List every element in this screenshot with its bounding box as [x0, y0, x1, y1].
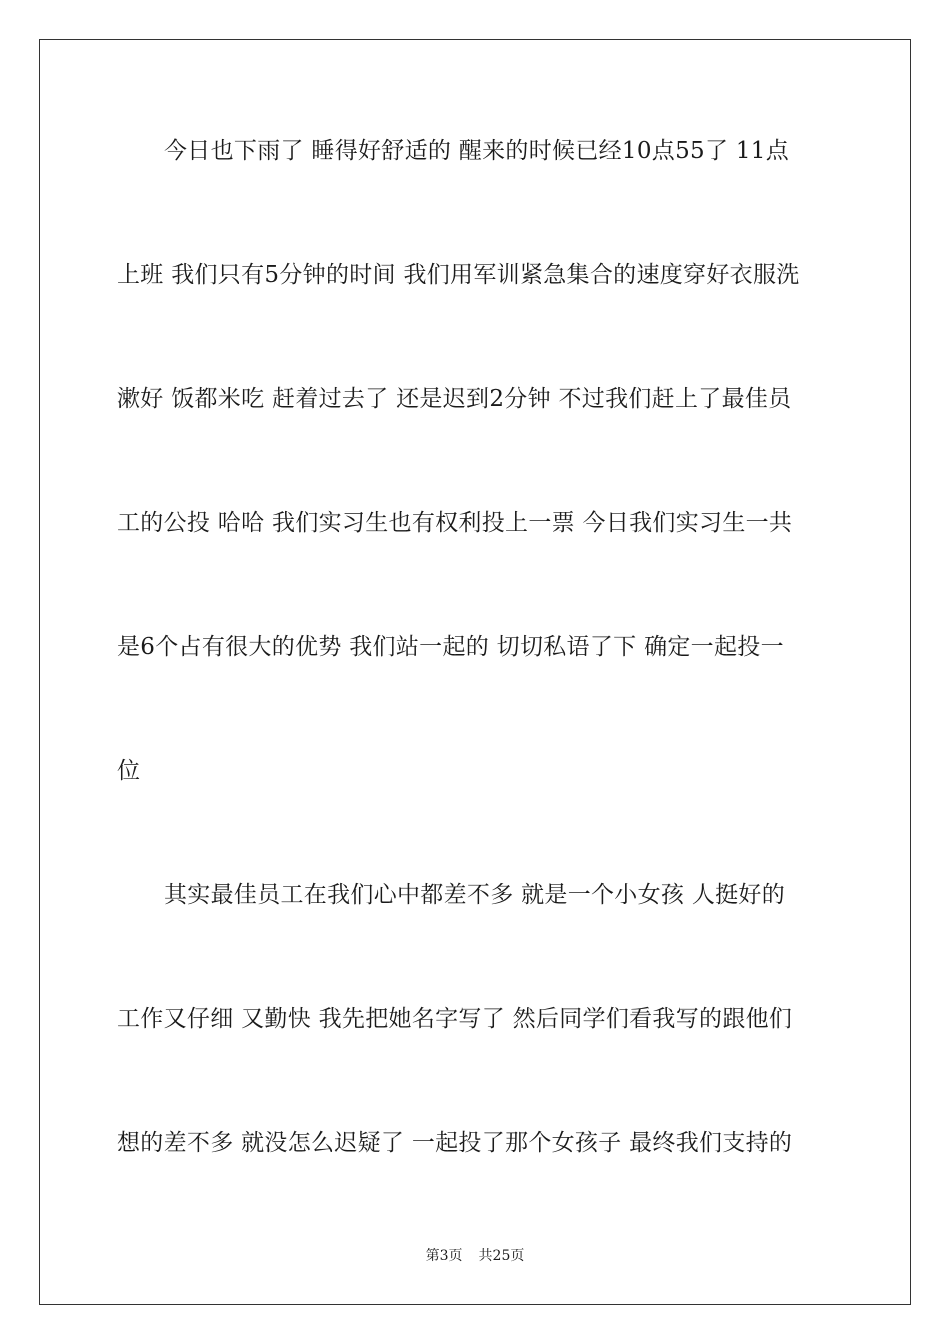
paragraph-1-line-4: 工的公投 哈哈 我们实习生也有权利投上一票 今日我们实习生一共: [117, 510, 793, 536]
page-border: [39, 39, 911, 1305]
paragraph-2-line-2: 工作又仔细 又勤快 我先把她名字写了 然后同学们看我写的跟他们: [117, 1006, 793, 1032]
paragraph-1-line-5: 是6个占有很大的优势 我们站一起的 切切私语了下 确定一起投一: [117, 634, 784, 660]
paragraph-1-line-3: 漱好 饭都米吃 赶着过去了 还是迟到2分钟 不过我们赶上了最佳员: [117, 386, 792, 412]
page-footer: [0, 1247, 950, 1265]
paragraph-2-line-1: 其实最佳员工在我们心中都差不多 就是一个小女孩 人挺好的: [164, 882, 786, 908]
paragraph-1-line-1: 今日也下雨了 睡得好舒适的 醒来的时候已经10点55了 11点: [164, 138, 790, 164]
page-total: 共25页: [478, 1248, 525, 1264]
paragraph-1-line-6: 位: [117, 758, 141, 784]
page-number: 第3页: [425, 1248, 463, 1264]
paragraph-1-line-2: 上班 我们只有5分钟的时间 我们用军训紧急集合的速度穿好衣服洗: [117, 262, 800, 288]
paragraph-2-line-3: 想的差不多 就没怎么迟疑了 一起投了那个女孩子 最终我们支持的: [117, 1130, 793, 1156]
